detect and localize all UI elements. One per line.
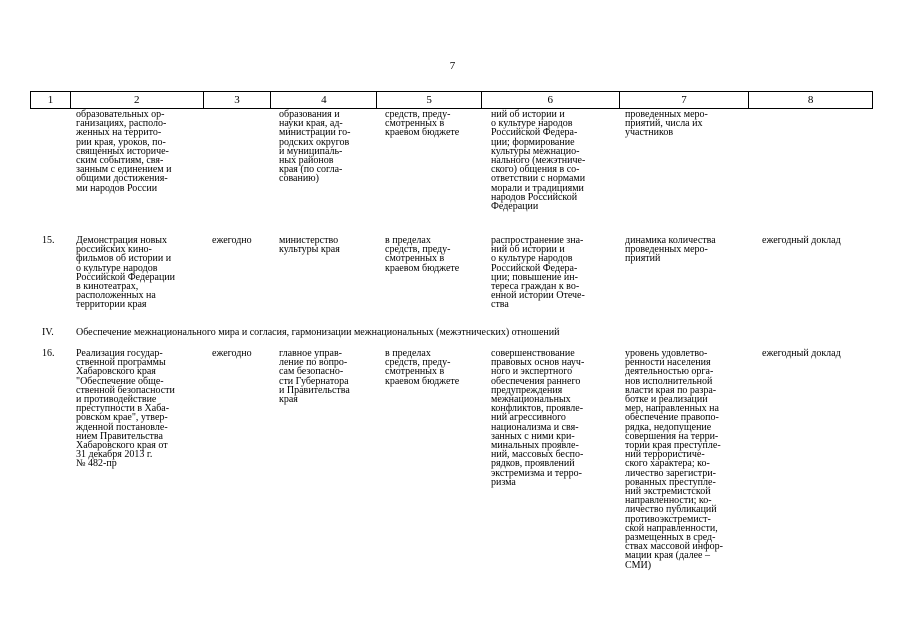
funding-cell: в пределах средств, преду- смотренных в краевом бюджете — [385, 235, 460, 274]
reporting-form-cell: ежегодный доклад — [762, 348, 841, 359]
reporting-form-cell: ежегодный доклад — [762, 235, 841, 246]
event-description-cell: Демонстрация новых российских кино- фильмов об истории и о культуре народов Российской Федерации в кинотеатрах, расположенных на территории края — [76, 235, 176, 311]
indicator-cell: уровень удовлетво- ренности населения деятельностью орга- нов исполнительной власти края по разра- ботке и реализации мер, направленных на обеспечение правопо- рядка, недопущение совершения на терри- тории края преступле- ний террористиче- ского характера; ко- личество зарегистри- рованных преступле- ний экстремистской направленности; ко- личество публикаций противоэкстремист- ской направленности, размещенных в сред- ствах массовой инфор- мации края (далее – СМИ) — [625, 348, 723, 571]
expected-result-cell: совершенствование правовых основ науч- ного и экспертного обеспечения раннего предупреждения межнациональных конфликтов, проявле- ний агрессивного национализма и свя- занных с ними кри- минальных проявле- ний, массовых беспо- рядков, проявлений экстремизма и терро- ризма — [491, 348, 585, 488]
expected-result-cell: распространение зна- ний об истории и о культуре народов Российской Федера- ции; повышение ин- тереса граждан к во- енной истории Отече- ства — [491, 235, 585, 311]
expected-result-cell: ний об истории и о культуре народов Российской Федера- ции; формирование культуры межнацио- нального (межэтниче- ского) общения в со- ответствии с нормами морали и традициями народов Российской Федерации — [491, 109, 586, 213]
event-description-cell: Реализация государ- ственной программы Хабаровского края "Обеспечение обще- ственной безопасности и противодействие преступности в Хаба- ровском крае", утвер- жденной постановле- нием Правительства Хабаровского края от 31 декабря 2013 г. № 482-пр — [76, 348, 175, 470]
funding-cell: в пределах средств, преду- смотренных в краевом бюджете — [385, 348, 460, 387]
section-number: IV. — [42, 327, 54, 338]
page-number: 7 — [449, 60, 456, 72]
deadline-cell: ежегодно — [212, 348, 252, 359]
indicator-cell: проведенных меро- приятий, числа их участников — [625, 109, 708, 139]
indicator-cell: динамика количества проведенных меро- приятий — [625, 235, 716, 265]
responsible-cell: образования и науки края, ад- министрации го- родских округов и муниципаль- ных районов края (по согла- сованию) — [279, 109, 351, 185]
funding-cell: средств, преду- смотренных в краевом бюджете — [385, 109, 460, 139]
column-header-6: 6 — [482, 92, 620, 108]
responsible-cell: главное управ- ление по вопро- сам безопасно- сти Губернатора и Правительства края — [279, 348, 350, 406]
column-header-5: 5 — [377, 92, 482, 108]
deadline-cell: ежегодно — [212, 235, 252, 246]
column-header-1: 1 — [31, 92, 71, 108]
column-header-7: 7 — [620, 92, 750, 108]
column-header-3: 3 — [204, 92, 272, 108]
column-header-8: 8 — [807, 94, 814, 106]
table-header-row — [30, 91, 873, 109]
column-header-4: 4 — [271, 92, 377, 108]
section-title: Обеспечение межнационального мира и согласия, гармонизации межнациональных (межэтнических) отношений — [76, 327, 560, 338]
row-number-cell: 15. — [42, 235, 55, 246]
responsible-cell: министерство культуры края — [279, 235, 340, 256]
row-number-cell: 16. — [42, 348, 55, 359]
column-header-2: 2 — [71, 92, 204, 108]
event-description-cell: образовательных ор- ганизациях, располо- женных на террито- рии края, уроков, по- священных историче- ским событиям, свя- занным с единением и общими достижения- ми народов России — [76, 109, 172, 194]
